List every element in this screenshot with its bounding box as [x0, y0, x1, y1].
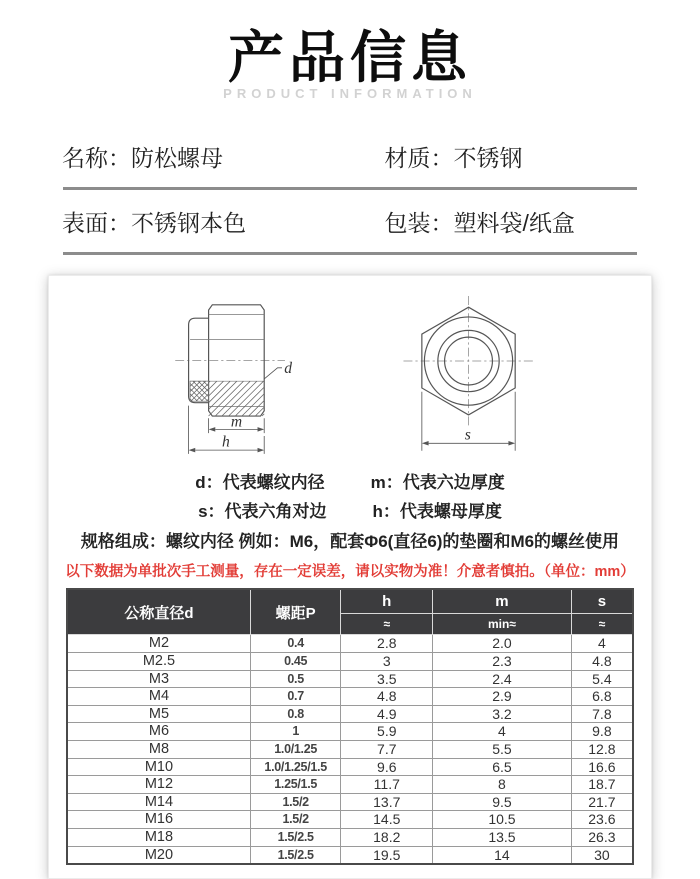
cell-s: 16.6 — [571, 758, 633, 776]
field-material — [385, 140, 638, 173]
cell-pitch: 1 — [250, 723, 341, 741]
legend-m: m：代表六边厚度 — [370, 473, 505, 493]
field-packaging — [385, 205, 638, 238]
cell-h: 3 — [341, 652, 433, 670]
field-packaging-label: 包装： — [384, 209, 454, 236]
cell-h: 9.6 — [341, 758, 433, 776]
col-subheader-m: min≈ — [433, 614, 572, 635]
table-row — [67, 688, 633, 706]
cell-pitch: 1.25/1.5 — [250, 776, 341, 794]
page-subtitle: PRODUCT INFORMATION — [223, 86, 477, 102]
table-row — [67, 635, 633, 653]
cell-h: 11.7 — [341, 776, 433, 794]
col-header-diameter: 公称直径d — [67, 589, 250, 635]
col-header-s: s — [571, 589, 633, 614]
cell-h: 4.8 — [341, 688, 433, 706]
cell-s: 21.7 — [571, 793, 633, 811]
table-row — [67, 793, 633, 811]
divider-line — [63, 252, 637, 255]
cell-h: 19.5 — [341, 846, 433, 864]
dim-label-d: d — [284, 360, 293, 378]
technical-drawings — [65, 290, 635, 462]
table-row — [67, 846, 633, 864]
cell-s: 23.6 — [571, 811, 633, 829]
cell-m: 4 — [433, 723, 572, 741]
field-surface — [62, 205, 385, 238]
nut-side-view-drawing — [153, 290, 324, 462]
cell-h: 14.5 — [341, 811, 433, 829]
cell-m: 14 — [433, 846, 572, 864]
spec-table — [66, 588, 634, 865]
cell-m: 2.3 — [433, 652, 572, 670]
table-row — [67, 776, 633, 794]
info-row-2 — [0, 194, 700, 248]
cell-s: 5.4 — [571, 670, 633, 688]
table-row — [67, 758, 633, 776]
legend-h: h：代表螺母厚度 — [372, 502, 502, 522]
field-packaging-value: 塑料袋/纸盒 — [453, 209, 575, 236]
legend-d: d：代表螺纹内径 — [195, 473, 325, 493]
table-row — [67, 652, 633, 670]
divider-line — [63, 187, 637, 190]
field-surface-label: 表面： — [62, 209, 131, 236]
measurement-warning: 以下数据为单批次手工测量，存在一定误差，请以实物为准！介意者慎拍。（单位：mm） — [65, 564, 635, 581]
cell-s: 6.8 — [571, 688, 633, 706]
cell-pitch: 0.8 — [250, 705, 341, 723]
spec-panel — [48, 275, 652, 879]
cell-pitch: 1.0/1.25 — [250, 740, 341, 758]
spec-table-header — [67, 589, 633, 635]
legend-row-2 — [65, 497, 635, 526]
legend-row-1 — [65, 468, 635, 497]
cell-size: M2.5 — [67, 652, 250, 670]
field-material-label: 材质： — [384, 144, 454, 171]
cell-size: M18 — [67, 828, 250, 846]
cell-size: M5 — [67, 705, 250, 723]
cell-m: 5.5 — [433, 740, 572, 758]
cell-h: 4.9 — [341, 705, 433, 723]
cell-s: 30 — [571, 846, 633, 864]
cell-size: M4 — [67, 688, 250, 706]
table-row — [67, 828, 633, 846]
info-row-1 — [0, 129, 700, 183]
cell-size: M16 — [67, 811, 250, 829]
cell-s: 4.8 — [571, 652, 633, 670]
dim-label-h: h — [222, 433, 230, 451]
field-name-label: 名称： — [62, 144, 131, 171]
cell-m: 8 — [433, 776, 572, 794]
field-material-value: 不锈钢 — [453, 144, 523, 171]
cell-s: 4 — [571, 635, 633, 653]
table-row — [67, 811, 633, 829]
product-info-section — [0, 129, 700, 255]
nut-hex-view-drawing — [390, 290, 547, 462]
legend-s: s：代表六角对边 — [198, 502, 327, 522]
cell-size: M20 — [67, 846, 250, 864]
cell-pitch: 1.5/2 — [250, 793, 341, 811]
cell-pitch: 0.45 — [250, 652, 341, 670]
cell-pitch: 1.5/2.5 — [250, 846, 341, 864]
col-subheader-h: ≈ — [341, 614, 433, 635]
cell-pitch: 0.4 — [250, 635, 341, 653]
cell-pitch: 1.5/2.5 — [250, 828, 341, 846]
cell-h: 13.7 — [341, 793, 433, 811]
cell-m: 9.5 — [433, 793, 572, 811]
cell-h: 5.9 — [341, 723, 433, 741]
cell-size: M8 — [67, 740, 250, 758]
cell-s: 7.8 — [571, 705, 633, 723]
dim-label-m: m — [231, 413, 243, 431]
cell-size: M3 — [67, 670, 250, 688]
cell-m: 10.5 — [433, 811, 572, 829]
cell-pitch: 1.0/1.25/1.5 — [250, 758, 341, 776]
cell-h: 2.8 — [341, 635, 433, 653]
col-header-pitch: 螺距P — [250, 589, 341, 635]
cell-h: 7.7 — [341, 740, 433, 758]
table-row — [67, 740, 633, 758]
field-name — [62, 140, 385, 173]
table-row — [67, 670, 633, 688]
cell-m: 2.4 — [433, 670, 572, 688]
cell-size: M2 — [67, 635, 250, 653]
cell-pitch: 0.5 — [250, 670, 341, 688]
col-header-m: m — [433, 589, 572, 614]
cell-s: 9.8 — [571, 723, 633, 741]
col-subheader-s: ≈ — [571, 614, 633, 635]
cell-s: 18.7 — [571, 776, 633, 794]
table-row — [67, 723, 633, 741]
cell-size: M6 — [67, 723, 250, 741]
field-name-value: 防松螺母 — [131, 144, 223, 171]
field-surface-value: 不锈钢本色 — [131, 209, 246, 236]
dim-label-s: s — [464, 426, 471, 444]
table-row — [67, 705, 633, 723]
legend — [65, 468, 635, 526]
cell-size: M10 — [67, 758, 250, 776]
cell-m: 3.2 — [433, 705, 572, 723]
cell-h: 3.5 — [341, 670, 433, 688]
cell-m: 13.5 — [433, 828, 572, 846]
cell-s: 26.3 — [571, 828, 633, 846]
cell-m: 2.9 — [433, 688, 572, 706]
spec-composition-note: 规格组成：螺纹内径 例如：M6，配套Φ6(直径6)的垫圈和M6的螺丝使用 — [80, 532, 620, 552]
cell-size: M12 — [67, 776, 250, 794]
col-header-h: h — [341, 589, 433, 614]
spec-table-body — [67, 635, 633, 864]
cell-s: 12.8 — [571, 740, 633, 758]
page-title: 产品信息 — [228, 26, 472, 89]
cell-m: 2.0 — [433, 635, 572, 653]
cell-pitch: 1.5/2 — [250, 811, 341, 829]
cell-size: M14 — [67, 793, 250, 811]
cell-m: 6.5 — [433, 758, 572, 776]
header — [0, 0, 700, 101]
cell-pitch: 0.7 — [250, 688, 341, 706]
cell-h: 18.2 — [341, 828, 433, 846]
